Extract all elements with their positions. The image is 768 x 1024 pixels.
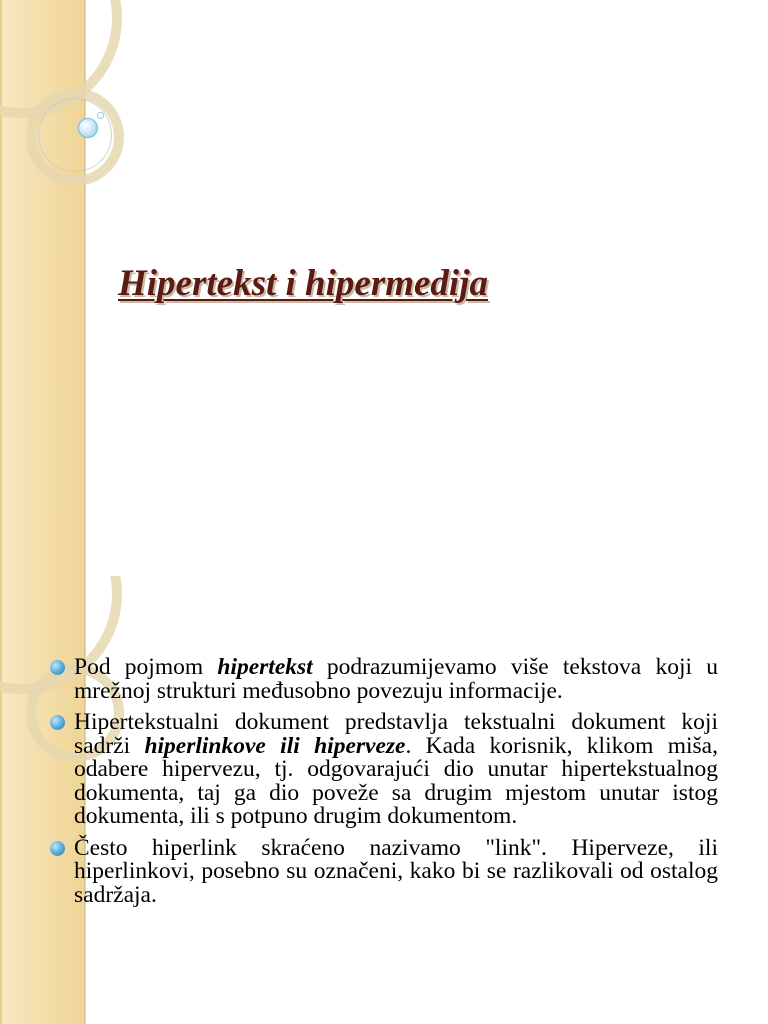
decorative-ring-outline: [38, 98, 112, 172]
bullet-list: [74, 656, 718, 915]
slide-2: [0, 576, 768, 1024]
blue-orb-bullet-icon: [50, 715, 65, 730]
blue-orb-bullet-icon: [50, 660, 65, 675]
blue-orb-bullet-icon: [50, 841, 65, 856]
small-bubble-icon: [97, 112, 104, 119]
bullet-item: [74, 656, 718, 703]
bullet-item: [74, 834, 718, 908]
bullet-text: Često hiperlink skraćeno nazivamo "link". Hiperveze, ili hiperlinkovi, posebno su označeni, kako bi se razlikovali od ostalog sadržaja.: [74, 834, 718, 908]
bullet-text: . Kada korisnik, klikom miša, odabere hipervezu, tj. odgovarajući dio unutar hipertekstualnog dokumenta, taj ga dio poveže sa drugim mjestom unutar istog dokumenta, ili s potpuno drugim dokumentom.: [74, 732, 718, 829]
bullet-text: podrazumijevamo više tekstova koji u mrežnoj strukturi međusobno povezuju informacije.: [74, 654, 718, 704]
bullet-item: [74, 711, 718, 829]
bullet-emphasis: hiperlinkove ili hiperveze: [144, 732, 406, 759]
bubble-icon: [78, 118, 98, 138]
slide-title: Hipertekst i hipermedija: [118, 263, 488, 304]
bullet-text: Pod pojmom: [74, 654, 218, 680]
bullet-emphasis: hipertekst: [217, 654, 313, 680]
bullet-text: Hipertekstualni dokument predstavlja tekstualni dokument koji sadrži: [74, 709, 718, 759]
